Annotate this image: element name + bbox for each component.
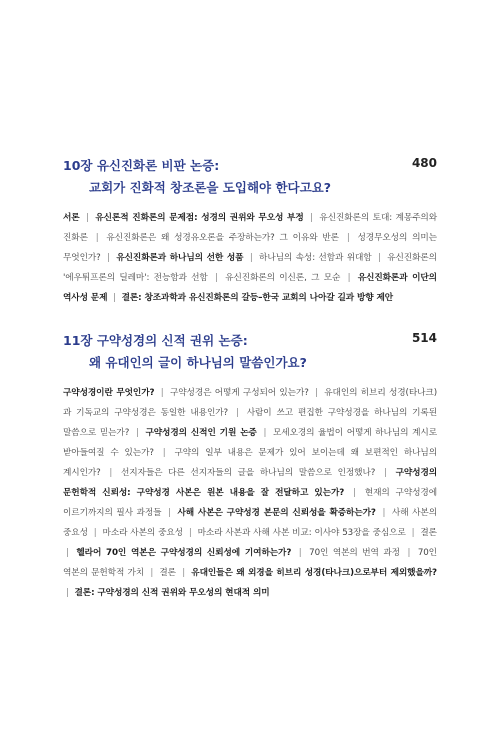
toc-subsection-entry: 결론 [159, 568, 176, 578]
toc-section-entry: 유신론적 진화론의 문제점: 성경의 권위와 무오성 부정 [95, 213, 304, 223]
toc-section-entry: 서론 [63, 213, 80, 223]
separator: | [384, 468, 387, 478]
toc-subsection-entry: 마소라 사본과 사해 사본 비교: 이사야 53장을 중심으로 [197, 528, 406, 538]
toc-subsection-entry: 유신진화론의 토대: 계몽주의와 진화론 [63, 213, 437, 243]
chapter-heading [63, 156, 437, 200]
separator: | [310, 213, 313, 223]
toc-subsection-entry: 유신진화론의 '에우튀프론의 딜레마': 전능함과 선함 [63, 253, 437, 283]
separator: | [353, 488, 356, 498]
separator: | [86, 213, 89, 223]
toc-section-entry: 유신진화론과 하나님의 선한 성품 [116, 253, 244, 263]
separator: | [382, 508, 386, 518]
toc-subsection-entry: 마소라 사본의 중요성 [102, 528, 183, 538]
separator: | [93, 528, 97, 538]
separator: | [66, 588, 69, 598]
toc-section-entry: 사해 사본은 구약성경 본문의 신뢰성을 확증하는가? [177, 508, 376, 518]
toc-subsection-entry: 구약의 일부 내용은 문제가 있어 보이는데 왜 보편적인 하나님의 계시인가? [63, 448, 437, 478]
toc-entries [63, 208, 437, 308]
toc-entries [63, 383, 437, 603]
toc-section-entry: 결론: 구약성경의 신적 권위와 무오성의 현대적 의미 [74, 588, 270, 598]
separator: | [377, 253, 381, 263]
toc-subsection-entry: 성경무오성의 의미는 무엇인가? [63, 233, 437, 263]
chapter-title: 10장 유신진화론 비판 논증: [63, 158, 220, 173]
toc-subsection-entry: 70인 역본의 문헌학적 가치 [63, 548, 437, 578]
toc-subsection-entry: 사해 사본의 중요성 [63, 508, 437, 538]
separator: | [235, 408, 239, 418]
toc-section-entry: 유대인들은 왜 외경을 히브리 성경(타나크)으로부터 제외했을까? [191, 568, 437, 578]
page-number: 514 [411, 331, 437, 345]
toc-subsection-entry: 모세오경의 율법이 어떻게 하나님의 계시로 받아들여질 수 있는가? [63, 428, 437, 458]
separator: | [109, 468, 113, 478]
separator: | [150, 568, 154, 578]
toc-section-entry: 유신진화론과 이단의 역사성 문제 [63, 273, 437, 303]
toc-subsection-entry: 유대인의 히브리 성경(타나크)과 기독교의 구약성경은 동일한 내용인가? [63, 388, 437, 418]
chapter-title: 11장 구약성경의 신적 권위 논증: [63, 333, 248, 348]
separator: | [215, 273, 218, 283]
chapter-subtitle: 왜 유대인의 글이 하나님의 말씀인가요? [89, 355, 307, 370]
separator: | [347, 273, 351, 283]
separator: | [160, 388, 164, 398]
separator: | [113, 293, 116, 303]
separator: | [249, 253, 253, 263]
chapter-11 [63, 331, 437, 603]
toc-section-entry: 헬라어 70인 역본은 구약성경의 신뢰성에 기여하는가? [76, 548, 292, 558]
separator: | [263, 428, 267, 438]
toc-subsection-entry: 70인 역본의 번역 과정 [309, 548, 400, 558]
toc-section-entry: 결론: 창조과학과 유신진화론의 갈등–한국 교회의 나아갈 길과 방향 제안 [121, 293, 394, 303]
separator: | [188, 528, 192, 538]
toc-section-entry: 구약성경의 문헌학적 신뢰성: 구약성경 사본은 원본 내용을 잘 전달하고 있는가? [63, 468, 438, 498]
chapter-10 [63, 156, 437, 308]
toc-subsection-entry: 유신진화론은 왜 성경유오론을 주장하는가? 그 이유와 반론 [106, 233, 339, 243]
toc-subsection-entry: 결론 [420, 528, 437, 538]
separator: | [66, 548, 69, 558]
separator: | [162, 448, 166, 458]
chapter-subtitle: 교회가 진화적 창조론을 도입해야 한다고요? [89, 180, 332, 195]
toc-subsection-entry: 현재의 구약성경에 이르기까지의 필사 과정들 [63, 488, 437, 518]
toc-subsection-entry: 사람이 쓰고 편집한 구약성경을 하나님의 기록된 말씀으로 믿는가? [63, 408, 438, 438]
chapter-heading [63, 331, 437, 375]
separator: | [135, 428, 139, 438]
separator: | [411, 528, 415, 538]
page-number: 480 [411, 156, 437, 170]
toc-subsection-entry: 선지자들은 다른 선지자들의 글을 하나님의 말씀으로 인정했나? [120, 468, 376, 478]
separator: | [182, 568, 186, 578]
toc-subsection-entry: 하나님의 속성: 선함과 위대함 [259, 253, 372, 263]
toc-subsection-entry: 구약성경은 어떻게 구성되어 있는가? [169, 388, 309, 398]
separator: | [168, 508, 171, 518]
toc-section-entry: 구약성경의 신적인 기원 논증 [145, 428, 257, 438]
separator: | [407, 548, 411, 558]
separator: | [107, 253, 110, 263]
separator: | [298, 548, 302, 558]
toc-subsection-entry: 유신진화론의 이신론, 그 모순 [225, 273, 341, 283]
separator: | [315, 388, 318, 398]
separator: | [346, 233, 350, 243]
separator: | [95, 233, 99, 243]
toc-section-entry: 구약성경이란 무엇인가? [63, 388, 155, 398]
